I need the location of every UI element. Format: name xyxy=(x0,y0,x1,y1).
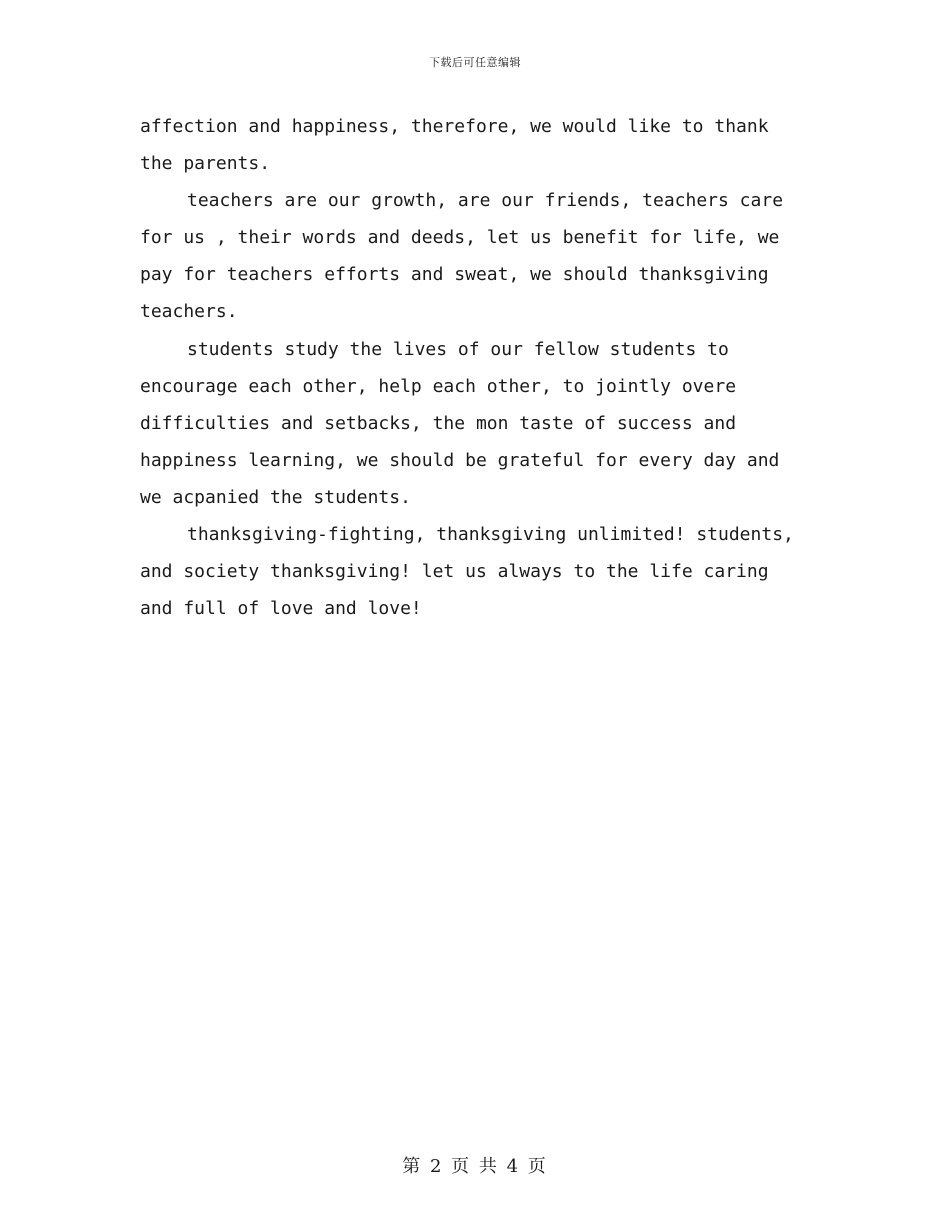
paragraph: teachers are our growth, are our friends, teachers care for us , their words and deeds, let us benefit for life, we pay for teachers efforts and sweat, we should thanksgiving teachers. xyxy=(140,190,784,323)
document-body xyxy=(140,108,810,627)
header-note: 下载后可任意编辑 xyxy=(429,56,521,69)
paragraph: affection and happiness, therefore, we would like to thank the parents. xyxy=(140,116,769,175)
paragraph: thanksgiving-fighting, thanksgiving unlimited! students, and society thanksgiving! let us always to the life caring and full of love and love! xyxy=(140,524,794,620)
page-number: 第 2 页 共 4 页 xyxy=(402,1156,548,1177)
paragraph: students study the lives of our fellow students to encourage each other, help each other, to jointly overe difficulties and setbacks, the mon taste of success and happiness learning, we should be grateful for every day and we acpanied the students. xyxy=(140,338,780,508)
